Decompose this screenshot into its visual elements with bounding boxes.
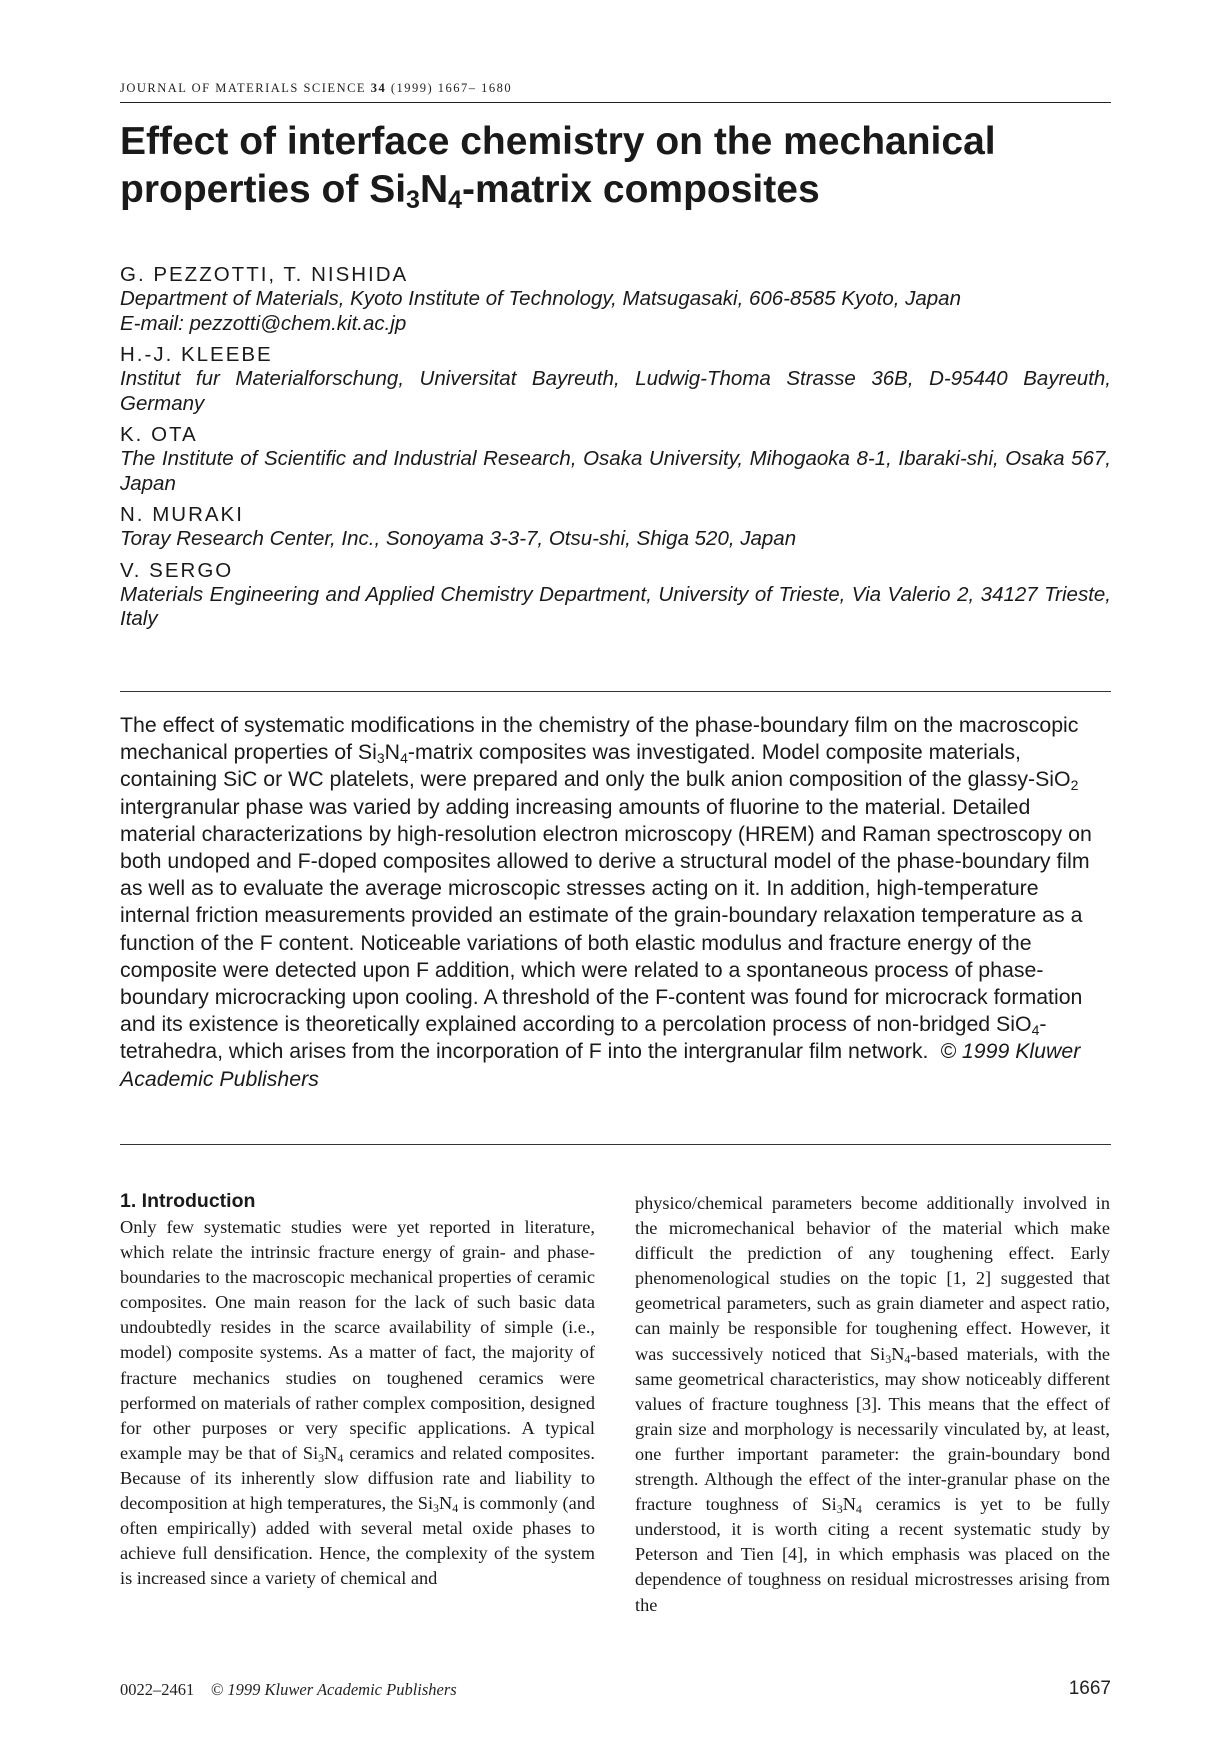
page-number: 1667 [1068,1678,1111,1699]
section-heading: 1. Introduction [120,1190,256,1212]
body-text: ceramics and related composites. Because of its inherently slow diffusion rate and liability to decomposition at high temperatures, the Si [120,1442,595,1514]
title-line-1: Effect of interface chemistry on the mechanical [120,120,996,163]
body-subscript: 4 [452,1501,459,1516]
header-rule [120,102,1111,103]
author-email: E-mail: pezzotti@chem.kit.ac.jp [120,311,407,335]
body-subscript: 3 [836,1502,843,1517]
author-block [120,342,1111,416]
body-text: physico/chemical parameters become additionally involved in the micromechanical behavior of the material which make difficult the prediction of any toughening effect. Early phenomenological studies on the topic [1, 2] suggested that geometrical parameters, such as grain diameter and aspect ratio, can mainly be responsible for toughening effect. However, it was successively noticed that Si [635,1193,1110,1364]
author-names: N. MURAKI [120,503,244,526]
journal-volume: 34 [370,81,387,95]
abstract-subscript: 3 [376,750,385,767]
intro-paragraph [120,1215,595,1591]
body-text: N [324,1442,338,1463]
author-list [120,262,1111,638]
body-text: -based materials, with the same geometrical characteristics, may show noticeably different values of fracture toughness [3]. This means that the effect of grain size and morphology is necessarily vinculated by, at least, one further important parameter: the grain-boundary bond strength. Although the effect of the inter-granular phase on the fracture toughness of Si [635,1343,1110,1515]
author-affiliation: Department of Materials, Kyoto Institute of Technology, Matsugasaki, 606-8585 Kyoto, Japan [120,287,961,310]
footer-issn: 0022–2461 [120,1680,195,1699]
body-column-left [120,1188,595,1591]
body-text: is commonly (and often empirically) added with several metal oxide phases to achieve full densification. Hence, the complexity of the system is increased since a variety of chemical and [120,1493,595,1589]
body-column-right [635,1191,1110,1618]
body-subscript: 4 [904,1351,911,1366]
body-subscript: 4 [337,1450,344,1465]
abstract-text: -tetrahedra, which arises from the incorporation of F into the intergranular film network. [120,1012,1047,1064]
author-names: K. OTA [120,423,198,446]
body-text: Only few systematic studies were yet reported in literature, which relate the intrinsic fracture energy of grain- and phase-boundaries to the macroscopic mechanical properties of ceramic composites. One main reason for the lack of such basic data undoubtedly resides in the scarce availability of simple (i.e., model) composite systems. As a matter of fact, the majority of fracture mechanics studies on toughened ceramics were performed on materials of rather complex composition, designed for other purposes or very specific applications. A typical example may be that of Si [120,1217,595,1463]
body-subscript: 3 [885,1351,892,1366]
author-affiliation: Institut fur Materialforschung, Universitat Bayreuth, Ludwig-Thoma Strasse 36B, D-95440 Bayreuth, Germany [120,367,1111,415]
abstract-text: The effect of systematic modifications in the chemistry of the phase-boundary film on the macroscopic mechanical properties of Si [120,713,1079,765]
title-subscript: 4 [448,186,463,214]
body-text: N [439,1493,453,1514]
body-subscript: 4 [855,1502,862,1517]
page-footer [120,1680,1111,1700]
author-block [120,422,1111,496]
running-head [120,81,1111,96]
author-block [120,502,1111,552]
journal-name: JOURNAL OF MATERIALS SCIENCE [120,81,367,95]
title-line-2-start: properties of Si [120,168,407,211]
abstract-top-rule [120,691,1111,692]
abstract-subscript: 4 [1031,1022,1040,1039]
title-line-2-mid: N [419,168,449,211]
abstract [120,712,1111,1093]
author-block [120,262,1111,336]
journal-year-pages: (1999) 1667– 1680 [390,81,513,95]
body-text: N [891,1343,905,1364]
abstract-subscript: 4 [400,750,408,767]
author-block [120,558,1111,632]
body-subscript: 3 [433,1501,440,1516]
abstract-text: N [384,740,401,765]
author-affiliation: Materials Engineering and Applied Chemistry Department, University of Trieste, Via Valerio 2, 34127 Trieste, Italy [120,582,1111,630]
abstract-subscript: 2 [1070,777,1079,794]
abstract-text: -matrix composites was investigated. Model composite materials, containing SiC or WC platelets, were prepared and only the bulk anion composition of the glassy-SiO [120,740,1071,792]
body-subscript: 3 [318,1450,325,1465]
author-names: H.-J. KLEEBE [120,343,273,366]
author-affiliation: Toray Research Center, Inc., Sonoyama 3-3-7, Otsu-shi, Shiga 520, Japan [120,527,797,550]
body-text: N [842,1494,856,1515]
author-names: G. PEZZOTTI, T. NISHIDA [120,263,409,286]
author-affiliation: The Institute of Scientific and Industrial Research, Osaka University, Mihogaoka 8-1, Ibaraki-shi, Osaka 567, Japan [120,447,1111,495]
author-names: V. SERGO [120,558,234,582]
abstract-text: intergranular phase was varied by adding increasing amounts of fluorine to the material. Detailed material characterizations by high-resolution electron microscopy (HREM) and Raman spectroscopy on both undoped and F-doped composites allowed to derive a structural model of the phase-boundary film as well as to evaluate the average microscopic stresses acting on it. In addition, high-temperature internal friction measurements provided an estimate of the grain-boundary relaxation temperature as a function of the F content. Noticeable variations of both elastic modulus and fracture energy of the composite were detected upon F addition, which were related to a spontaneous process of phase-boundary microcracking upon cooling. A threshold of the F-content was found for microcrack formation and its existence is theoretically explained according to a percolation process of non-bridged SiO [120,794,1092,1037]
title-subscript: 3 [406,186,420,214]
body-text: ceramics is yet to be fully understood, it is worth citing a recent systematic study by Peterson and Tien [4], in which emphasis was placed on the dependence of toughness on residual microstresses arising from the [635,1494,1110,1615]
paper-title [120,118,1111,214]
abstract-copyright: © 1999 Kluwer Academic Publishers [120,1039,1081,1091]
footer-copyright: © 1999 Kluwer Academic Publishers [210,1680,457,1699]
abstract-bottom-rule [120,1144,1111,1145]
intro-paragraph-continued [635,1191,1110,1618]
title-line-2-end: -matrix composites [462,168,820,211]
